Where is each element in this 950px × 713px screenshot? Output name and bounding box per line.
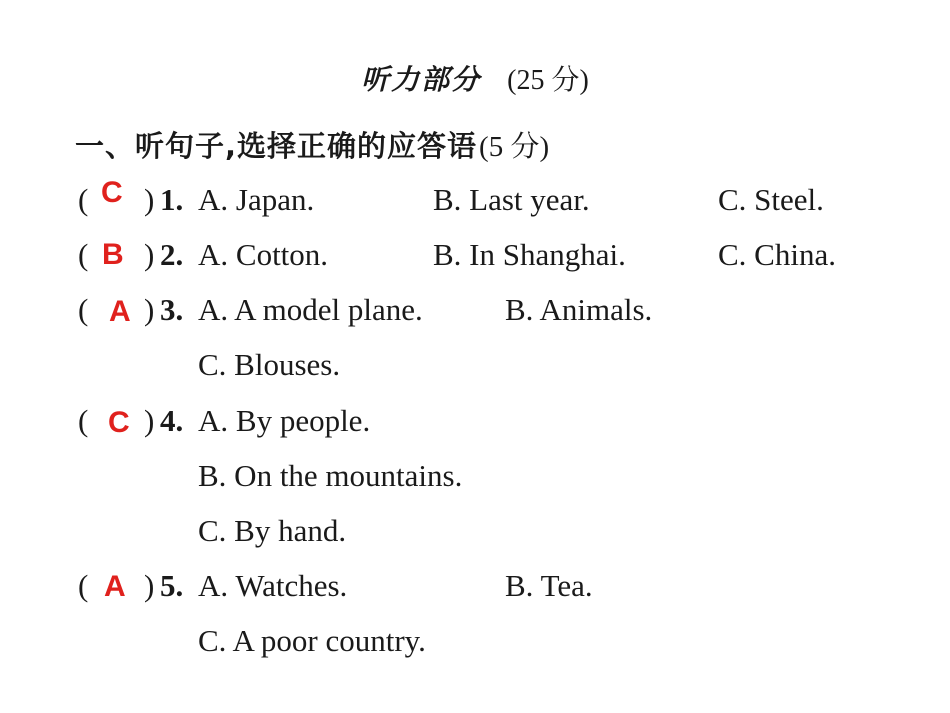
answer-mark-5: A (104, 570, 126, 603)
answer-paren-open: ( (78, 237, 89, 272)
section-score: (5 分) (479, 131, 550, 163)
option-3b: B. Animals. (505, 292, 653, 327)
answer-paren-open: ( (78, 403, 89, 438)
answer-mark-4: C (108, 406, 130, 439)
answer-mark-3: A (109, 295, 131, 328)
answer-paren-open: ( (78, 292, 89, 327)
option-2b: B. In Shanghai. (433, 237, 626, 272)
answer-paren-close: ) (144, 403, 155, 438)
option-1b: B. Last year. (433, 182, 590, 217)
option-2c: C. China. (718, 237, 836, 272)
option-4a: A. By people. (198, 403, 371, 438)
option-1c: C. Steel. (718, 182, 824, 217)
answer-mark-1: C (101, 176, 123, 209)
part-score: (25 分) (507, 65, 589, 96)
answer-paren-close: ) (144, 182, 155, 217)
option-4b: B. On the mountains. (198, 458, 463, 493)
part-title: 听力部分 (361, 63, 482, 96)
option-5c: C. A poor country. (198, 623, 426, 658)
question-number-4: 4. (160, 403, 184, 438)
option-5a: A. Watches. (198, 568, 348, 603)
part-heading (0, 58, 950, 98)
option-3c: C. Blouses. (198, 347, 341, 382)
section-heading (75, 124, 549, 165)
question-number-1: 1. (160, 182, 184, 217)
answer-paren-close: ) (144, 292, 155, 327)
answer-paren-open: ( (78, 568, 89, 603)
answer-mark-2: B (102, 238, 124, 271)
answer-paren-close: ) (144, 568, 155, 603)
option-4c: C. By hand. (198, 513, 347, 548)
answer-paren-open: ( (78, 182, 89, 217)
option-2a: A. Cotton. (198, 237, 329, 272)
option-5b: B. Tea. (505, 568, 593, 603)
question-number-3: 3. (160, 292, 184, 327)
question-number-2: 2. (160, 237, 184, 272)
option-3a: A. A model plane. (198, 292, 423, 327)
question-number-5: 5. (160, 568, 184, 603)
answer-paren-close: ) (144, 237, 155, 272)
option-1a: A. Japan. (198, 182, 315, 217)
section-title: 一、听句子,选择正确的应答语 (75, 129, 478, 163)
